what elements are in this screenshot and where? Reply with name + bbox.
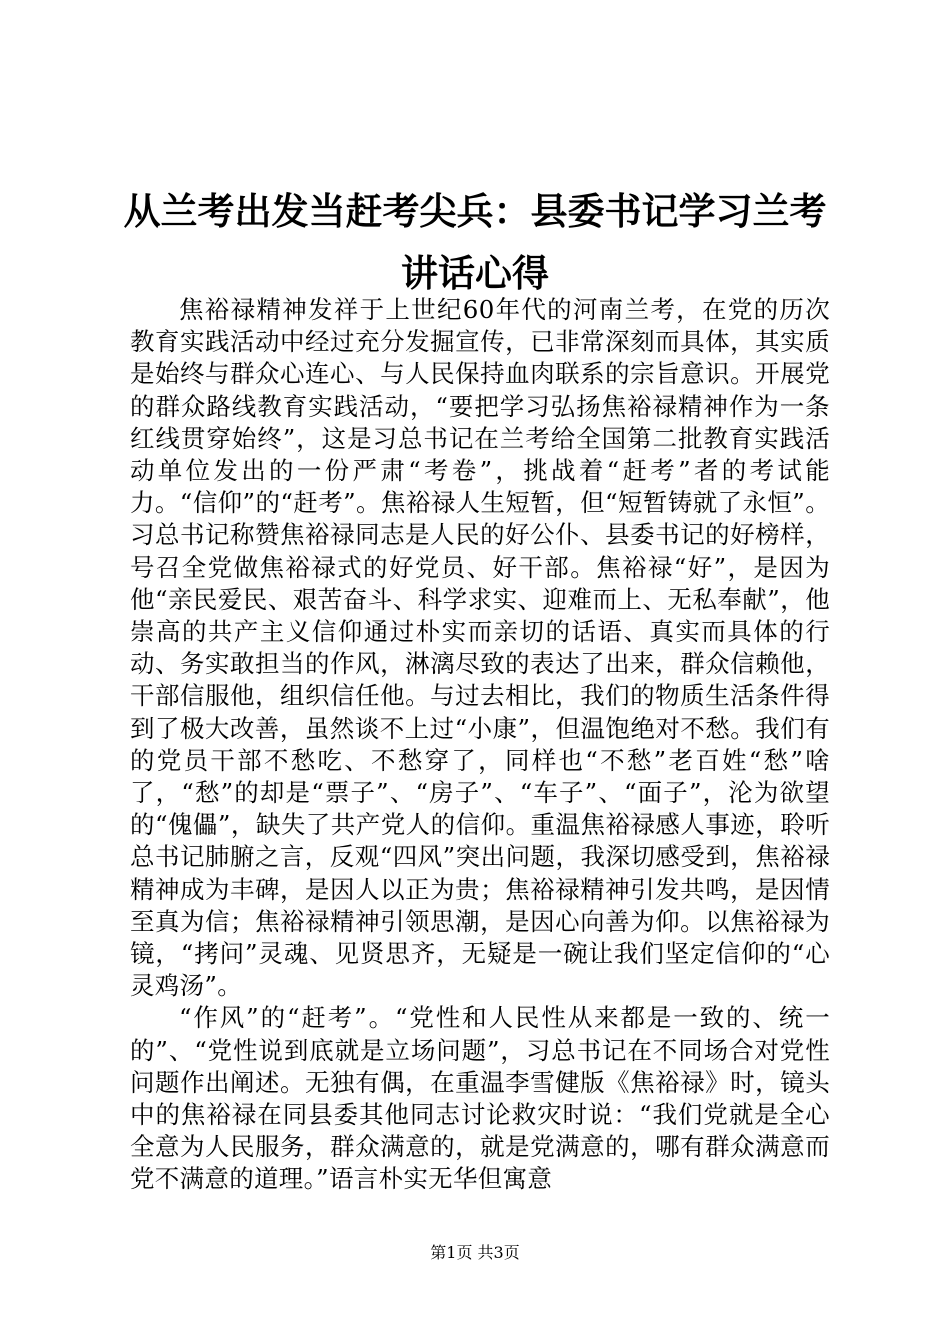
paragraph-2: “作风”的“赶考”。“党性和人民性从来都是一致的、统一的”、“党性说到底就是立场问题”，习总书记在不同场合对党性问题作出阐述。无独有偶，在重温李雪健版《焦裕禄》时，镜头中的焦裕禄在同县委其他同志讨论救灾时说：“我们党就是全心全意为人民服务，群众满意的，就是党满意的，哪有群众满意而党不满意的道理。”语言朴实无华但寓意 [130, 1003, 830, 1194]
document-body [130, 294, 830, 1196]
document-title: 从兰考出发当赶考尖兵：县委书记学习兰考讲话心得 [123, 189, 827, 295]
page-footer: 第1页 共3页 [430, 1243, 520, 1262]
paragraph-1: 焦裕禄精神发祥于上世纪60年代的河南兰考，在党的历次教育实践活动中经过充分发掘宣传，已非常深刻而具体，其实质是始终与群众心连心、与人民保持血肉联系的宗旨意识。开展党的群众路线教育实践活动，“要把学习弘扬焦裕禄精神作为一条红线贯穿始终”，这是习总书记在兰考给全国第二批教育实践活动单位发出的一份严肃“考卷”，挑战着“赶考”者的考试能力。“信仰”的“赶考”。焦裕禄人生短暂，但“短暂铸就了永恒”。习总书记称赞焦裕禄同志是人民的好公仆、县委书记的好榜样，号召全党做焦裕禄式的好党员、好干部。焦裕禄“好”，是因为他“亲民爱民、艰苦奋斗、科学求实、迎难而上、无私奉献”，他崇高的共产主义信仰通过朴实而亲切的话语、真实而具体的行动、务实敢担当的作风，淋漓尽致的表达了出来，群众信赖他，干部信服他，组织信任他。与过去相比，我们的物质生活条件得到了极大改善，虽然谈不上过“小康”，但温饱绝对不愁。我们有的党员干部不愁吃、不愁穿了，同样也“不愁”老百姓“愁”啥了，“愁”的却是“票子”、“房子”、“车子”、“面子”，沦为欲望的“傀儡”，缺失了共产党人的信仰。重温焦裕禄感人事迹，聆听总书记肺腑之言，反观“四风”突出问题，我深切感受到，焦裕禄精神成为丰碑，是因人以正为贵；焦裕禄精神引发共鸣，是因情至真为信；焦裕禄精神引领思潮，是因心向善为仰。以焦裕禄为镜，“拷问”灵魂、见贤思齐，无疑是一碗让我们坚定信仰的“心灵鸡汤”。 [130, 295, 830, 1001]
